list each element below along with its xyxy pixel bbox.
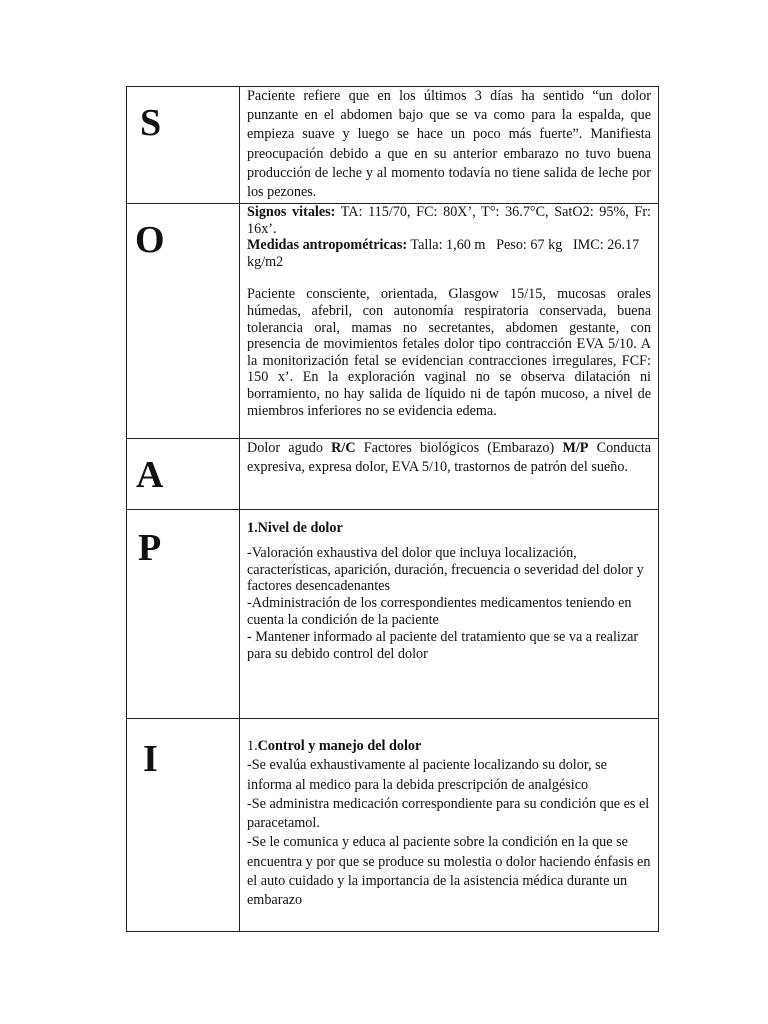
anthropometric-measures [247,237,651,270]
intervention-heading [247,737,651,756]
content-cell-o [240,204,659,439]
soapie-table [126,86,659,932]
assessment-manifestations: Conducta expresiva, expresa dolor, EVA 5/10, trastornos de patrón del sueño. [247,440,651,475]
letter-p: P [138,527,162,569]
vital-signs-value: TA: 115/70, FC: 80X’, T°: 36.7°C, SatO2: 95%, Fr: 16x’. [247,204,651,237]
row-i [127,719,659,932]
assessment-rc: R/C [331,440,356,456]
assessment-mp: M/P [562,440,589,456]
letter-cell-o [127,204,240,439]
content-cell-a [240,439,659,510]
letter-cell-s [127,87,240,204]
intervention-item-1: -Se evalúa exhaustivamente al paciente localizando su dolor, se informa al medico para la debida prescripción de analgésico [247,757,607,793]
letter-o: O [135,219,165,261]
letter-s: S [140,102,162,144]
content-cell-i [240,719,659,932]
intervention-item-3: -Se le comunica y educa al paciente sobre la condición en la que se encuentra y por que se produce su molestia o dolor haciendo énfasis en el auto cuidado y la importancia de la asistencia médica durante un embarazo [247,834,651,909]
row-s [127,87,659,204]
intervention-item-2: -Se administra medicación correspondiente para su condición que es el paracetamol. [247,795,650,832]
plan-item-2: -Administración de los correspondientes medicamentos teniendo en cuenta la condición de la paciente [247,595,632,628]
letter-i: I [143,738,158,780]
plan-heading [247,520,651,537]
letter-cell-i [127,719,240,932]
anthropometric-label: Medidas antropométricas: [247,237,408,254]
physical-exam-text: Paciente consciente, orientada, Glasgow 15/15, mucosas orales húmedas, afebril, con autonomía respiratoria conservada, buena tolerancia oral, mamas no secretantes, abdomen gestante, con presencia de movimientos fetales dolor tipo contracción EVA 5/10. A la monitorización fetal se evidencian contracciones irregulares, FCF: 150 x’. En la exploración vaginal no se observa dilatación ni borramiento, no hay salida de líquido ni de tapón mucoso, a nivel de miembros inferiores no se evidencia edema. [247,286,651,419]
content-cell-s [240,87,659,204]
vital-signs [247,204,651,237]
plan-item-1: -Valoración exhaustiva del dolor que incluya localización, características, aparición, duración, frecuencia o severidad del dolor y factores desencadenantes [247,544,644,595]
subjective-text: Paciente refiere que en los últimos 3 días ha sentido “un dolor punzante en el abdomen bajo que se va como para la espalda, que empieza suave y luego se hace un poco más fuerte”. Manifiesta preocupación debido a que en su anterior embarazo no tuvo buena producción de leche y al momento todavía no tiene salida de leche por los pezones. [247,88,651,201]
assessment-factors: Factores biológicos (Embarazo) [355,440,563,456]
vital-signs-label: Signos vitales: [247,204,336,220]
row-p [127,510,659,719]
plan-item-3: - Mantener informado al paciente del tratamiento que se va a realizar para su debido control del dolor [247,628,639,662]
letter-cell-a [127,439,240,510]
letter-a: A [136,454,164,496]
row-o [127,204,659,439]
content-cell-p [240,510,659,719]
row-a [127,439,659,510]
anthropometric-value: Talla: 1,60 m Peso: 67 kg IMC: 26.17 kg/m2 [247,237,643,270]
plan-heading-text: 1.Nivel de dolor [247,520,343,536]
assessment-diagnosis: Dolor agudo [247,440,332,456]
letter-cell-p [127,510,240,719]
intervention-heading-number: 1. [247,738,258,754]
intervention-heading-text: Control y manejo del dolor [257,738,422,754]
assessment-text [247,439,651,476]
